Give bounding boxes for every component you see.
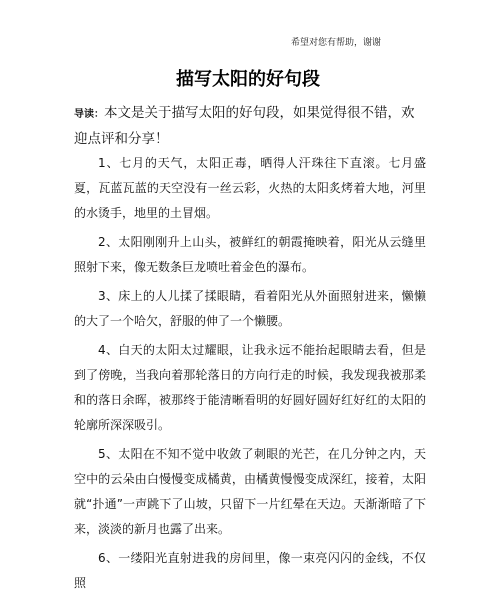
page-title: 描写太阳的好句段	[176, 69, 320, 90]
intro-paragraph	[74, 101, 426, 152]
paragraph-2: 2、太阳刚刚升上山头，被鲜红的朝霞掩映着，阳光从云缝里照射下来，像无数条巨龙喷吐着金色的瀑布。	[74, 235, 426, 274]
paragraph-4: 4、白天的太阳太过耀眼，让我永远不能抬起眼睛去看，但是到了傍晚，当我向着那轮落日的方向行走的时候，我发现我被那柔和的落日余晖，被那终于能清晰看明的好圆好圆好红好红的太阳的轮廓所深深吸引。	[74, 343, 426, 432]
intro-text: 本文是关于描写太阳的好句段，如果觉得很不错，欢迎点评和分享！	[74, 105, 415, 147]
intro-label: 导读：	[74, 109, 104, 120]
paragraph-3: 3、床上的人儿揉了揉眼睛，看着阳光从外面照射进来，懒懒的大了一个哈欠，舒服的伸了一个懒腰。	[74, 289, 426, 328]
paragraph-6: 6、一缕阳光直射进我的房间里，像一束亮闪闪的金线，不仅照	[74, 551, 426, 590]
body-text	[74, 151, 426, 600]
paragraph-1: 1、七月的天气，太阳正毒，晒得人汗珠往下直滚。七月盛夏，瓦蓝瓦蓝的天空没有一丝云彩，火热的太阳炙烤着大地，河里的水烫手，地里的土冒烟。	[74, 156, 426, 220]
header-note: 希望对您有帮助，谢谢	[290, 38, 381, 48]
paragraph-5: 5、太阳在不知不觉中收敛了刺眼的光芒，在几分钟之内，天空中的云朵由白慢慢变成橘黄，由橘黄慢慢变成深红，接着，太阳就“扑通”一声跳下了山坡，只留下一片红晕在天边。天渐渐暗了下来，淡淡的新月也露了出来。	[74, 447, 426, 536]
